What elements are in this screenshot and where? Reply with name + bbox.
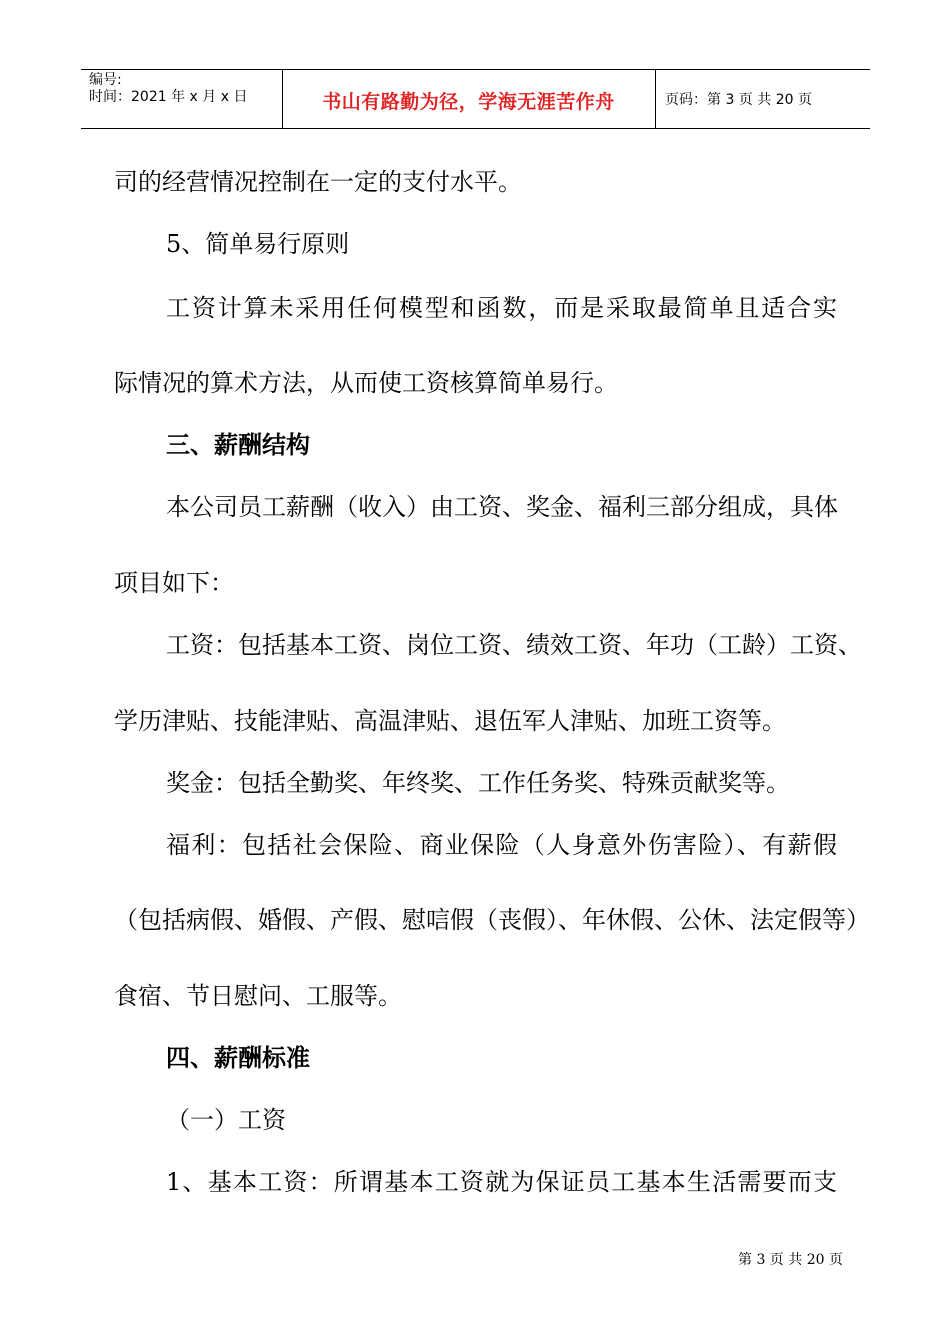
body-paragraph: 本公司员工薪酬（收入）由工资、奖金、福利三部分组成，具体 xyxy=(166,493,838,521)
body-paragraph: 1、基本工资：所谓基本工资就为保证员工基本生活需要而支 xyxy=(166,1168,837,1196)
body-paragraph: 奖金：包括全勤奖、年终奖、工作任务奖、特殊贡献奖等。 xyxy=(166,769,790,797)
section-heading: 三、薪酬结构 xyxy=(166,430,310,459)
body-paragraph: 工资计算未采用任何模型和函数，而是采取最简单且适合实 xyxy=(166,294,837,322)
header-page-label: 页码：第 3 页 共 20 页 xyxy=(665,92,812,108)
page-footer-number: 第 3 页 共 20 页 xyxy=(738,1252,843,1268)
body-paragraph: 项目如下： xyxy=(114,569,234,597)
section-subheading: 5、简单易行原则 xyxy=(166,230,350,258)
body-paragraph: 司的经营情况控制在一定的支付水平。 xyxy=(114,168,522,196)
header-time-label: 时间：2021 年 x 月 x 日 xyxy=(89,89,248,105)
body-paragraph: 食宿、节日慰问、工服等。 xyxy=(114,982,402,1010)
section-subheading: （一）工资 xyxy=(166,1106,286,1134)
body-paragraph: 际情况的算术方法，从而使工资核算简单易行。 xyxy=(114,369,618,397)
body-paragraph: 福利：包括社会保险、商业保险（人身意外伤害险）、有薪假 xyxy=(166,831,837,859)
header-number-label: 编号: xyxy=(89,72,122,88)
section-heading: 四、薪酬标准 xyxy=(166,1043,310,1072)
body-paragraph: 学历津贴、技能津贴、高温津贴、退伍军人津贴、加班工资等。 xyxy=(114,707,786,735)
body-paragraph: （包括病假、婚假、产假、慰唁假（丧假）、年休假、公休、法定假等） xyxy=(114,906,870,934)
body-paragraph: 工资：包括基本工资、岗位工资、绩效工资、年功（工龄）工资、 xyxy=(166,631,862,659)
header-divider xyxy=(655,70,656,128)
header-meta xyxy=(89,72,247,106)
header-motto: 书山有路勤为径，学海无涯苦作舟 xyxy=(322,91,615,113)
page-header xyxy=(81,69,870,129)
